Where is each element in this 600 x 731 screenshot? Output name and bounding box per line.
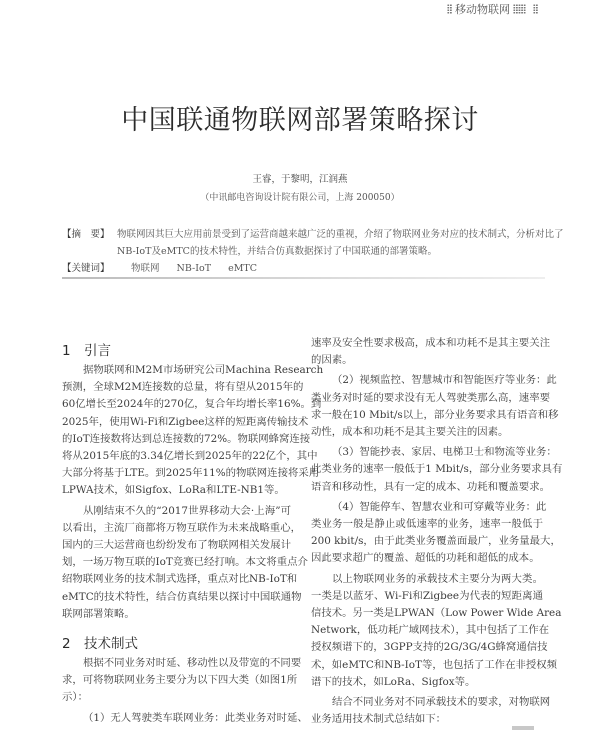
header-dots-right bbox=[513, 4, 526, 14]
section-heading bbox=[62, 633, 291, 655]
paragraph bbox=[311, 335, 550, 369]
paper-authors: 王睿，于黎明，江润燕 bbox=[252, 174, 348, 185]
section-number: 2 bbox=[62, 636, 71, 653]
header-dots-left bbox=[447, 4, 452, 14]
text-line: 因此要求超广的覆盖、超低的功耗和超低的成本。 bbox=[311, 552, 540, 565]
text-line: 预测，全球M2M连接数的总量，将有望从2015年的 bbox=[62, 381, 304, 394]
keywords-label: 【关键词】 bbox=[62, 263, 110, 274]
text-line: 一类是以蓝牙、Wi-Fi和Zigbee为代表的短距离通 bbox=[311, 589, 543, 602]
keyword: NB-IoT bbox=[176, 263, 212, 274]
text-line: 国内的三大运营商也纷纷发布了物联网相关发展计 bbox=[62, 539, 291, 552]
text-line: 根据不同业务对时延、移动性以及带宽的不同要 bbox=[83, 657, 302, 670]
text-line: 2025年，使用Wi-Fi和Zigbee这样的短距离传输技术 bbox=[62, 415, 309, 428]
paper-title: 中国联通物联网部署策略探讨 bbox=[121, 105, 479, 136]
text-line: 结合不同业务对不同承载技术的要求，对物联网 bbox=[332, 696, 551, 709]
abstract-block bbox=[62, 226, 564, 277]
paragraph bbox=[311, 372, 559, 441]
text-line: 的IoT连接数将达到总连接数的72%。物联网蜂窝连接 bbox=[62, 432, 311, 445]
abstract-label: 【摘 要】 bbox=[62, 229, 110, 240]
text-line: 术，如eMTC和NB-IoT等，也包括了工作在非授权频 bbox=[311, 658, 558, 671]
text-line: 语音和移动性，具有一定的成本、功耗和覆盖要求。 bbox=[311, 480, 550, 493]
text-line: eMTC的技术特性，结合仿真结果以探讨中国联通物 bbox=[62, 590, 302, 603]
text-line: （1）无人驾驶类车联网业务：此类业务对时延、 bbox=[83, 711, 308, 724]
paragraph bbox=[62, 503, 308, 623]
text-line: 求一般在10 Mbit/s以上，部分业务要求具有语音和移 bbox=[311, 408, 559, 421]
abstract-line: 物联网因其巨大应用前景受到了运营商越来越广泛的重视，介绍了物联网业务对应的技术制式，分析对比了 bbox=[117, 229, 564, 240]
section-title: 引言 bbox=[84, 343, 111, 359]
paragraph bbox=[311, 499, 561, 568]
text-line: 联网部署策略。 bbox=[62, 607, 135, 620]
abstract-line: NB-IoT及eMTC的技术特性，并结合仿真数据探讨了中国联通的部署策略。 bbox=[117, 246, 437, 257]
text-line: 求，可将物联网业务主要分为以下四大类（如图1所 bbox=[62, 674, 298, 687]
paragraph bbox=[62, 710, 308, 727]
text-line: 类业务对时延的要求没有无人驾驶类那么高，速率要 bbox=[311, 391, 550, 404]
paragraph bbox=[311, 571, 562, 691]
text-line: （2）视频监控、智慧城市和智能医疗等业务：此 bbox=[332, 374, 557, 387]
text-line: 类业务一般是静止或低速率的业务，速率一般低于 bbox=[311, 518, 543, 531]
abstract-divider bbox=[62, 277, 545, 279]
keyword: eMTC bbox=[228, 263, 258, 274]
paragraph bbox=[311, 694, 551, 728]
paragraph bbox=[311, 444, 563, 496]
section-heading bbox=[62, 340, 291, 362]
running-header bbox=[447, 1, 538, 17]
text-line: 60亿增长至2024年的270亿，复合年均增长率16%。到 bbox=[62, 398, 322, 411]
text-line: 此类业务的速率一般低于1 Mbit/s，部分业务要求具有 bbox=[311, 463, 563, 476]
text-line: 谱下的技术，如LoRa、Sigfox等。 bbox=[311, 675, 476, 688]
paper-affiliation: （中讯邮电咨询设计院有限公司，上海 200050） bbox=[200, 193, 400, 203]
journal-section-label: 移动物联网 bbox=[455, 3, 510, 16]
text-line: 绍物联网业务的技术制式选择，重点对比NB-IoT和 bbox=[62, 573, 298, 586]
text-line: Network，低功耗广域网技术），其中包括了工作在 bbox=[311, 624, 550, 637]
keyword: 物联网 bbox=[131, 263, 160, 274]
header-dots-end bbox=[533, 4, 538, 14]
text-line: 以上物联网业务的承载技术主要分为两大类。 bbox=[332, 572, 543, 585]
text-line: 授权频谱下的，3GPP支持的2G/3G/4G蜂窝通信技 bbox=[311, 641, 548, 654]
text-line: 200 kbit/s，由于此类业务覆盖面最广，业务量最大， bbox=[311, 535, 561, 548]
scan-mark bbox=[512, 726, 534, 730]
paragraph bbox=[62, 362, 324, 500]
text-line: 将从2015年底的3.34亿增长到2025年的22亿个，其中 bbox=[62, 450, 318, 463]
text-line: 据物联网和M2M市场研究公司Machina Research bbox=[83, 364, 324, 376]
text-line: 动性，成本和功耗不是其主要关注的因素。 bbox=[311, 426, 509, 439]
right-column bbox=[311, 335, 563, 731]
text-line: 划，一场万物互联的IoT竞赛已经打响。本文将重点介 bbox=[62, 556, 308, 569]
section-number: 1 bbox=[62, 343, 71, 359]
text-line: 示）： bbox=[62, 691, 88, 704]
text-line: 以看出，主流厂商都将万物互联作为未来战略重心， bbox=[62, 521, 301, 534]
text-line: 业务适用技术制式总结如下： bbox=[311, 713, 447, 726]
text-line: 从刚结束不久的“2017世界移动大会·上海”可 bbox=[83, 504, 291, 517]
section-title: 技术制式 bbox=[84, 636, 138, 653]
text-line: 的因素。 bbox=[311, 354, 353, 367]
left-column bbox=[62, 340, 324, 730]
text-line: LPWA技术，如Sigfox、LoRa和LTE-NB1等。 bbox=[62, 484, 285, 497]
paragraph bbox=[62, 655, 302, 707]
text-line: （4）智能停车、智慧农业和可穿戴等业务：此 bbox=[332, 500, 547, 513]
text-line: 信技术。另一类是LPWAN（Low Power Wide Area bbox=[311, 607, 562, 620]
text-line: 速率及安全性要求极高，成本和功耗不是其主要关注 bbox=[311, 337, 550, 349]
text-line: 大部分将基于LTE。到2025年11%的物联网连接将采用 bbox=[62, 467, 320, 480]
text-line: （3）智能抄表、家居、电梯卫士和物流等业务： bbox=[332, 446, 557, 459]
